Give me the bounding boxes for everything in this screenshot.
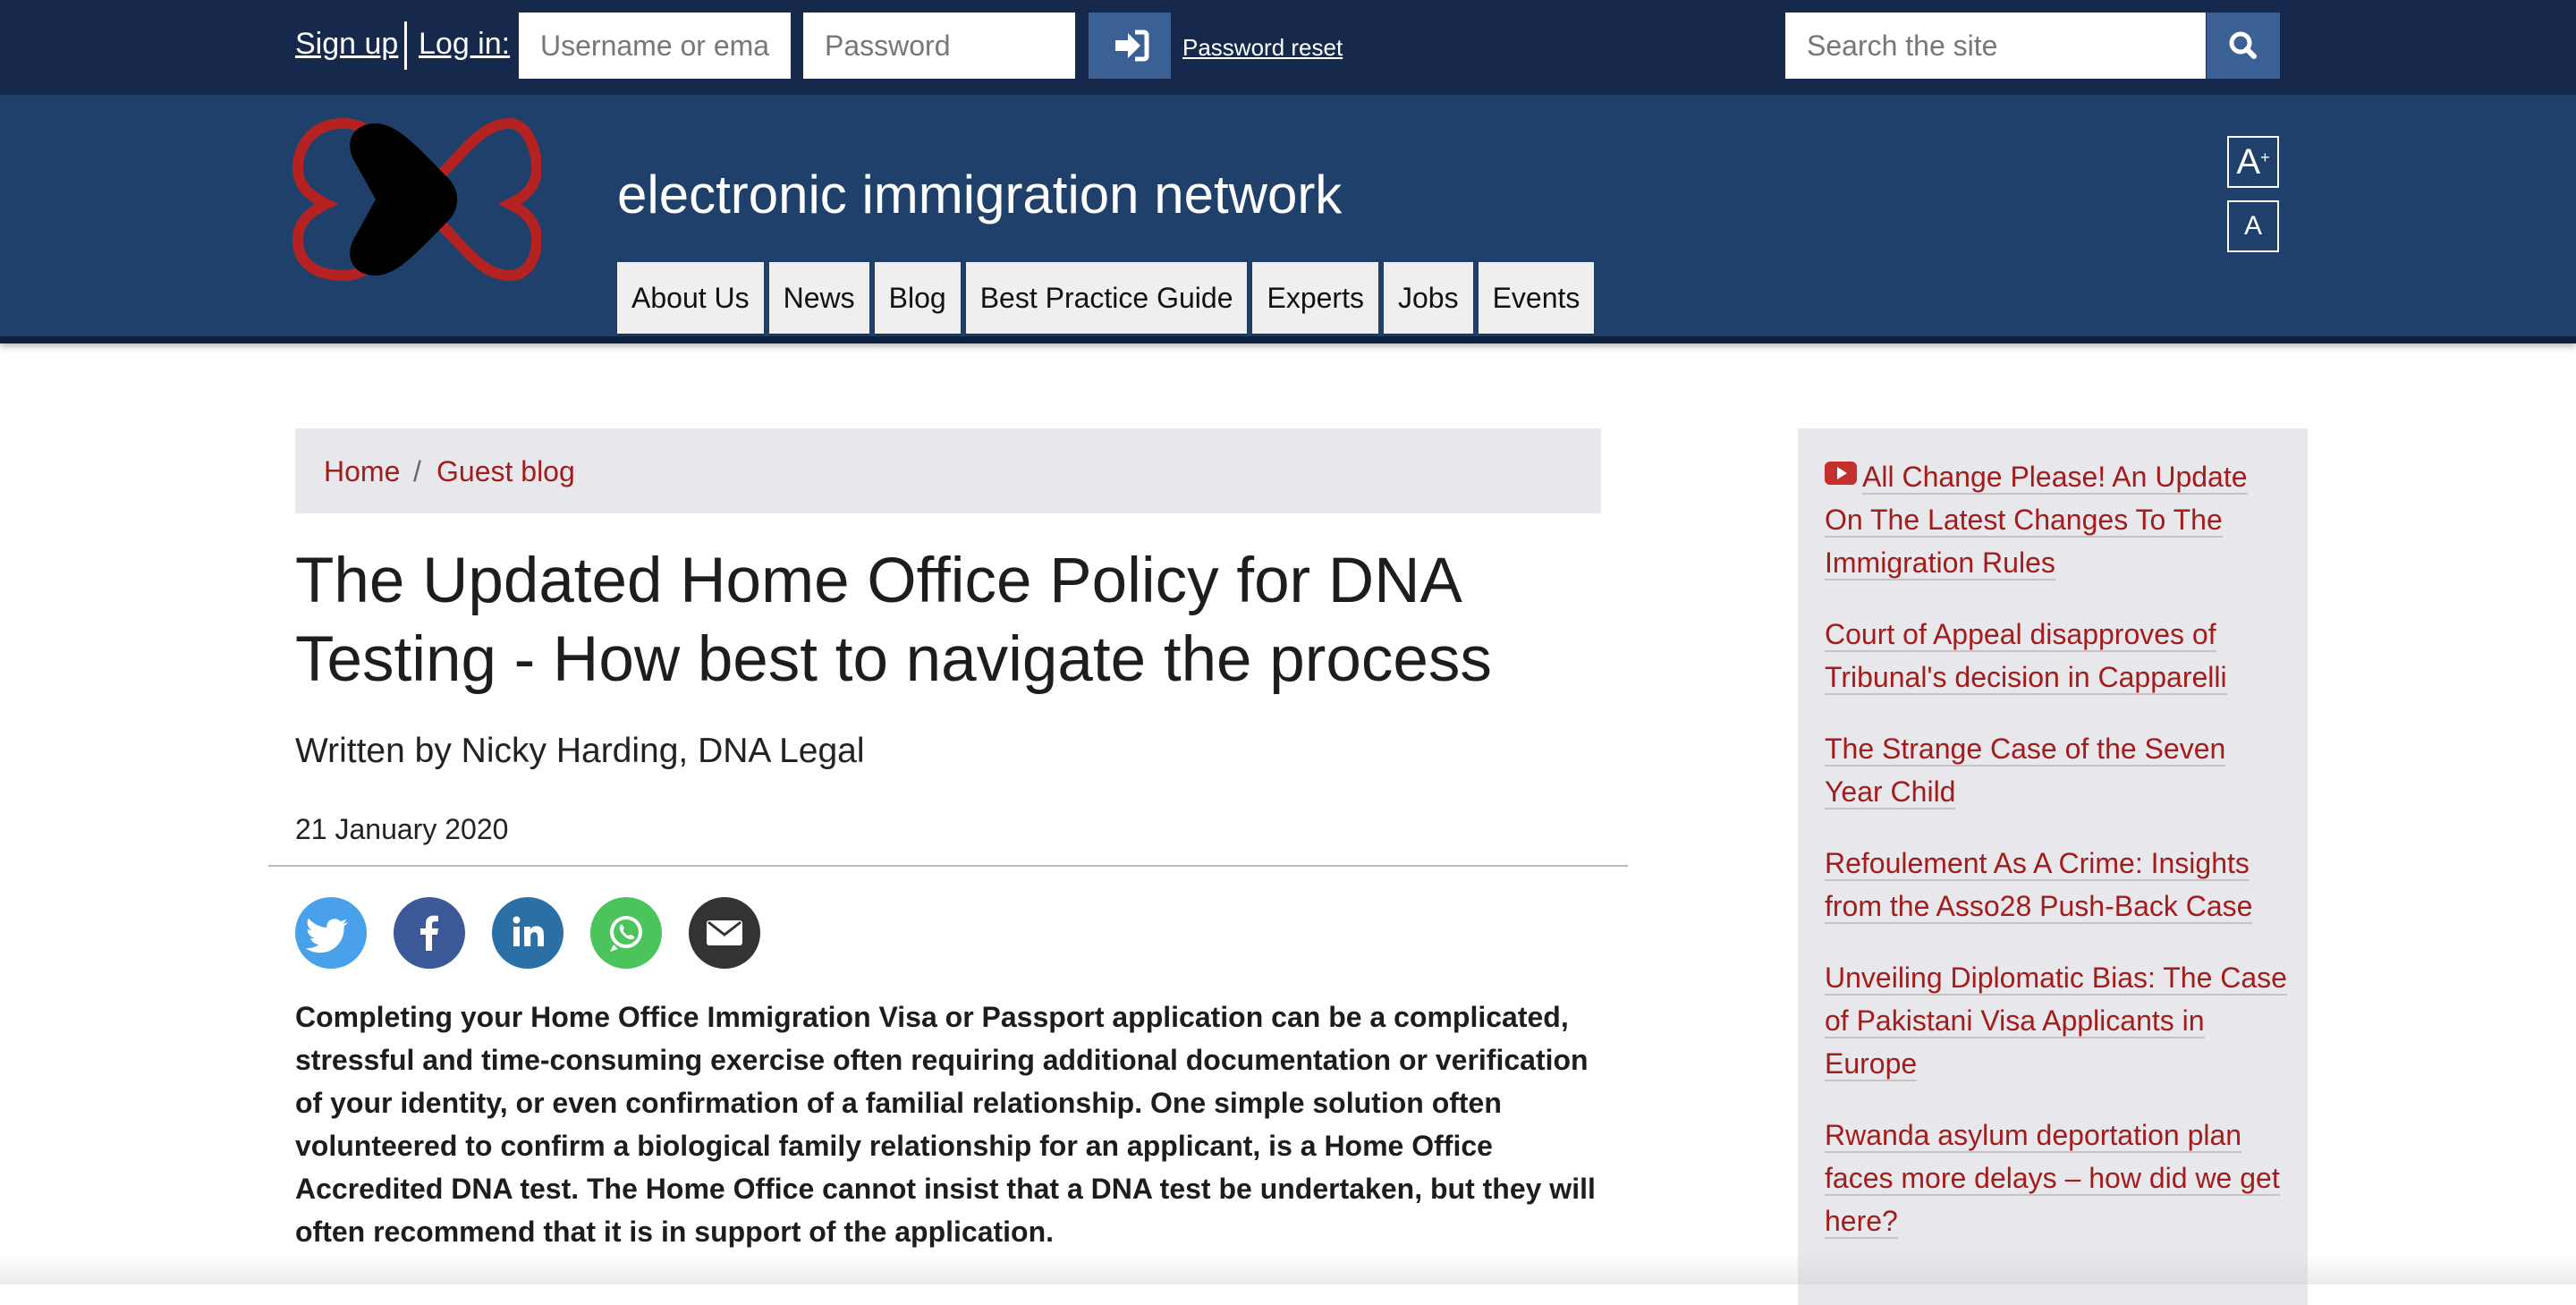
twitter-icon bbox=[295, 897, 367, 969]
top-bar bbox=[0, 0, 2576, 95]
youtube-icon bbox=[1825, 462, 1857, 485]
breadcrumb-guest-blog[interactable]: Guest blog bbox=[436, 455, 575, 487]
share-twitter-button[interactable] bbox=[295, 897, 367, 969]
sidebar-item-label[interactable]: Court of Appeal disapproves of Tribunal's decision in Capparelli bbox=[1825, 618, 2227, 693]
password-reset-link[interactable]: Password reset bbox=[1182, 34, 1343, 61]
login-link[interactable]: Log in: bbox=[419, 27, 511, 61]
font-size-increase-button[interactable] bbox=[2227, 136, 2279, 188]
article-intro: Completing your Home Office Immigration Visa or Passport application can be a complicated, stressful and time-consuming exercise often requiring additional documentation or verification of your identity, or even confirmation of a familial relationship. One simple solution often volunteered to confirm a biological family relationship for an applicant, is a Home Office Accredited DNA test. The Home Office cannot insist that a DNA test be undertaken, but they will often recommend that it is in support of the application. bbox=[295, 1001, 1596, 1248]
font-size-reset-button[interactable]: A bbox=[2227, 200, 2279, 252]
article-byline: Written by Nicky Harding, DNA Legal bbox=[295, 732, 865, 770]
nav-blog[interactable]: Blog bbox=[875, 262, 961, 334]
main-nav bbox=[617, 262, 1594, 334]
nav-news[interactable]: News bbox=[769, 262, 869, 334]
font-increase-label: A bbox=[2236, 142, 2261, 182]
linkedin-icon bbox=[492, 897, 564, 969]
breadcrumb-separator: / bbox=[413, 455, 421, 487]
sidebar-item-label[interactable]: Refoulement As A Crime: Insights from the Asso28 Push-Back Case bbox=[1825, 847, 2253, 922]
search-icon bbox=[2207, 13, 2280, 79]
sidebar-item[interactable] bbox=[1825, 956, 2290, 1085]
sidebar-item[interactable] bbox=[1825, 455, 2290, 584]
sidebar-item-label[interactable]: Unveiling Diplomatic Bias: The Case of Pakistani Visa Applicants in Europe bbox=[1825, 962, 2287, 1080]
nav-jobs[interactable]: Jobs bbox=[1384, 262, 1473, 334]
whatsapp-icon bbox=[590, 897, 662, 969]
article-divider bbox=[268, 865, 1628, 867]
password-input[interactable]: Password bbox=[803, 13, 1075, 79]
article-date: 21 January 2020 bbox=[295, 813, 509, 845]
nav-events[interactable]: Events bbox=[1479, 262, 1595, 334]
sidebar-item-label[interactable]: Rwanda asylum deportation plan faces more delays – how did we get here? bbox=[1825, 1119, 2280, 1237]
nav-best-practice-guide[interactable]: Best Practice Guide bbox=[966, 262, 1248, 334]
related-sidebar bbox=[1798, 428, 2308, 1305]
share-email-button[interactable] bbox=[689, 897, 760, 969]
username-input[interactable]: Username or ema bbox=[519, 13, 791, 79]
sidebar-item[interactable] bbox=[1825, 727, 2290, 813]
email-icon bbox=[689, 897, 760, 969]
ein-logo[interactable] bbox=[291, 114, 541, 284]
breadcrumb-home[interactable]: Home bbox=[324, 455, 401, 487]
sidebar-item-label[interactable]: All Change Please! An Update On The Latest Changes To The Immigration Rules bbox=[1825, 461, 2248, 579]
signup-link[interactable]: Sign up bbox=[295, 27, 399, 61]
sign-in-icon bbox=[1089, 13, 1171, 79]
share-whatsapp-button[interactable] bbox=[590, 897, 662, 969]
site-search-input[interactable]: Search the site bbox=[1785, 13, 2206, 79]
site-title[interactable]: electronic immigration network bbox=[617, 165, 1343, 225]
sidebar-item[interactable] bbox=[1825, 1114, 2290, 1242]
sidebar-item[interactable] bbox=[1825, 613, 2290, 699]
sidebar-item[interactable] bbox=[1825, 842, 2290, 928]
bottom-fade bbox=[0, 1252, 2576, 1284]
nav-about-us[interactable]: About Us bbox=[617, 262, 764, 334]
login-button[interactable] bbox=[1089, 13, 1171, 79]
nav-experts[interactable]: Experts bbox=[1252, 262, 1377, 334]
share-linkedin-button[interactable] bbox=[492, 897, 564, 969]
topbar-divider bbox=[404, 21, 407, 70]
facebook-icon bbox=[394, 897, 465, 969]
font-increase-sup: + bbox=[2260, 148, 2270, 166]
breadcrumb bbox=[295, 428, 1601, 513]
search-button[interactable] bbox=[2207, 13, 2280, 79]
share-facebook-button[interactable] bbox=[394, 897, 465, 969]
sidebar-item-label[interactable]: The Strange Case of the Seven Year Child bbox=[1825, 733, 2226, 808]
page-title: The Updated Home Office Policy for DNA Testing - How best to navigate the process bbox=[295, 546, 1492, 695]
